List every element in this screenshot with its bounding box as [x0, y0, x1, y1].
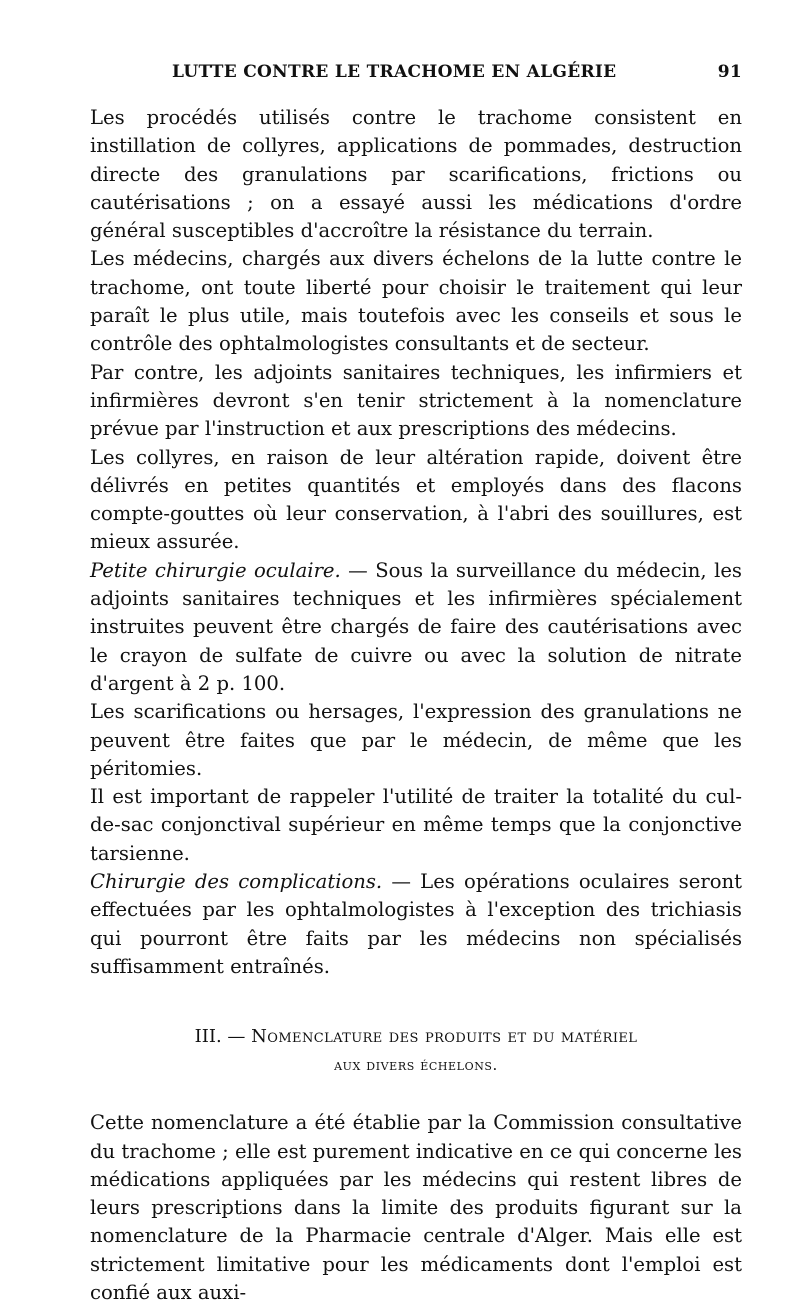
paragraph-lead: Chirurgie des complications.	[90, 870, 383, 894]
paragraph-text: — Sous la surveillance du médecin, les adjoints sanitaires techniques et les infirmières spécialement instruites peuvent être chargés de faire des cautérisations avec le crayon de sulfate de cuivre ou avec la solution de nitrate d'argent à 2 p. 100.	[90, 558, 742, 695]
paragraph	[90, 104, 742, 245]
running-title: LUTTE CONTRE LE TRACHOME EN ALGÉRIE	[172, 62, 617, 82]
paragraph-lead: Petite chirurgie oculaire.	[90, 558, 341, 582]
paragraph	[90, 444, 742, 557]
paragraph-text: Les procédés utilisés contre le trachome consistent en instillation de collyres, applications de pommades, destruction directe des granulations par scarifications, frictions ou cautérisations ; on a essayé aussi les médications d'ordre général susceptibles d'accroître la résistance du terrain.	[90, 106, 742, 243]
section-numeral: III. —	[194, 1026, 252, 1048]
paragraph	[90, 245, 742, 358]
paragraph	[90, 783, 742, 868]
paragraph	[90, 1109, 742, 1307]
paragraph	[90, 557, 742, 698]
page-number: 91	[717, 62, 742, 82]
paragraph-text: Les collyres, en raison de leur altération rapide, doivent être délivrés en petites quantités et employés dans des flacons compte-gouttes où leur conservation, à l'abri des souillures, est mieux assurée.	[90, 445, 742, 554]
paragraph-text: — Les opérations oculaires seront effectuées par les ophtalmologistes à l'exception des trichiasis qui pourront être faits par les médecins non spécialisés suffisamment entraînés.	[90, 870, 742, 978]
paragraph-text: Il est important de rappeler l'utilité de traiter la totalité du cul-de-sac conjonctival supérieur en même temps que la conjonctive tarsienne.	[90, 785, 742, 865]
paragraph-text: Les médecins, chargés aux divers échelons de la lutte contre le trachome, ont toute liberté pour choisir le traitement qui leur paraît le plus utile, mais toutefois avec les conseils et sous le contrôle des ophtalmologistes consultants et de secteur.	[90, 247, 742, 356]
book-page	[90, 62, 742, 1307]
paragraph-text: Par contre, les adjoints sanitaires techniques, les infirmiers et infirmières devront s'en tenir strictement à la nomenclature prévue par l'instruction et aux prescriptions des médecins.	[90, 360, 742, 441]
section-heading-line2: aux divers échelons.	[334, 1056, 498, 1075]
section-heading	[90, 1023, 742, 1079]
paragraph	[90, 359, 742, 444]
section-heading-line1: Nomenclature des produits et du matériel	[251, 1026, 638, 1048]
paragraph	[90, 868, 742, 981]
paragraph-text: Les scarifications ou hersages, l'expression des granulations ne peuvent être faites que par le médecin, de même que les péritomies.	[90, 700, 742, 780]
paragraph-text: Cette nomenclature a été établie par la Commission consultative du trachome ; elle est purement indicative en ce qui concerne les médications appliquées par les médecins qui restent libres de leurs prescriptions dans la limite des produits figurant sur la nomenclature de la Pharmacie centrale d'Alger. Mais elle est strictement limitative pour les médicaments dont l'emploi est confié aux auxi-	[90, 1111, 742, 1304]
running-header	[90, 62, 742, 82]
body-text	[90, 104, 742, 1307]
paragraph	[90, 698, 742, 783]
